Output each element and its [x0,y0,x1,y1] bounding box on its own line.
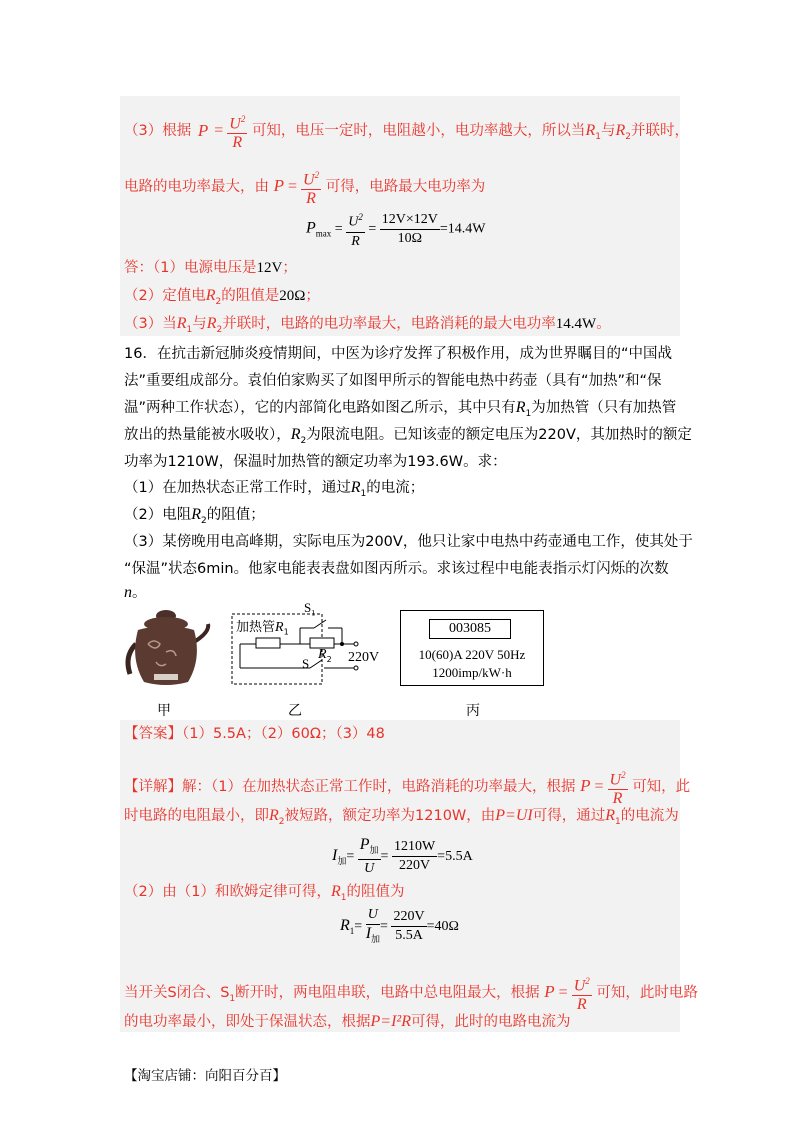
q16-sub2 [124,505,265,531]
denominator: 5.5A [395,928,423,944]
numerator: U [366,906,380,925]
symbol: R [340,917,350,935]
answer-tag: 【答案】 [124,726,182,742]
text: 断开时，两电阻串联，电路中总电阻最大，根据 [235,985,540,1002]
q16-sub3-line1: （3）某傍晚用电高峰期，实际电压为200V，他只让家中电热中药壶通电工作，使其处于 [124,534,693,550]
symbol: R [318,647,327,662]
answer-text: （1）5.5A；（2）60Ω；（3）48 [182,726,385,742]
symbol: I [332,847,338,865]
text: 当开关S闭合、S [124,985,230,1002]
text: 可知，电压一定时，电阻越小，电功率越大，所以当 [251,123,586,140]
text: 可知，此时电路 [596,985,698,1002]
text: 与 [192,316,207,332]
meter-reading-box: 003085 [429,619,511,639]
subscript: 2 [215,296,222,307]
text: 可得，此时的电路电流为 [410,1014,571,1030]
subscript: 1 [311,608,316,618]
text: 的阻值是 [221,288,280,304]
numerator: 220V [391,908,426,927]
formula: P=UI [495,807,533,824]
text: 并联时，电路的电功率最大，电路消耗的最大电功率 [222,316,556,332]
subscript: 1 [186,324,193,335]
answer3-line1: （3）根据 P = $\frac{U^2}{R}$ 可知，电压一定时，电阻越小，电功率越大，所以当$R_1$与$R_2$并联时， [124,110,689,152]
denominator: I [365,925,372,942]
text: 的电流； [366,480,425,496]
text: 为加热管（只有加热管 [531,400,677,416]
text: （3）当 [124,316,177,332]
denominator: 10Ω [397,230,422,246]
formula: P=I²R [370,1013,411,1030]
subscript: 1 [340,892,347,903]
subscript: 2 [326,654,332,664]
circuit-r2-label [318,646,332,664]
text: 温”两种工作状态），它的内部简化电路如图乙所示，其中只有 [124,400,516,416]
denominator: U [364,860,375,876]
symbol: R [176,315,187,332]
summary-line1 [124,258,297,278]
subscript: 加 [337,855,347,866]
detail-line5 [124,1012,570,1032]
numerator: 12V×12V [380,211,440,230]
q16-line1: 16．在抗击新冠肺炎疫情期间，中医为诊疗发挥了积极作用，成为世界瞩目的“中国战 [124,346,672,362]
text: （3）根据 [124,123,192,140]
text: 电路的电功率最大，由 [124,179,269,196]
subscript: 1 [283,627,289,637]
subscript: 2 [216,324,223,335]
fraction-u2-over-r: $\frac{U^2}{R}$ [301,166,321,208]
summary-line3 [124,314,611,340]
denominator: 220V [399,858,431,874]
q16-sub3-line3 [124,583,147,603]
numerator: P [359,836,370,853]
caption-yi: 乙 [288,703,302,719]
circuit-label [236,616,289,637]
value: 12V [256,260,283,276]
subscript: 1 [229,994,236,1005]
q16-sub3-line2: “保温”状态6min。他家电能表表盘如图丙所示。求该过程中电能表指示灯闪烁的次数 [124,561,669,577]
text: 可知，此 [632,779,691,796]
subscript: 1 [525,408,532,419]
symbol: R [615,122,626,140]
superscript: 2 [358,212,363,222]
subscript: 1 [360,488,367,499]
symbol: R [206,315,217,332]
detail-line1: 【详解】解：（1）在加热状态正常工作时，电路消耗的功率最大，根据 P = $\frac{U^2}{R}$ 可知，此 [124,766,690,808]
detail-line2 [124,806,679,832]
symbol: R [191,506,202,523]
subscript: 1 [615,816,621,827]
q16-line2: 法”重要组成部分。袁伯伯家购买了如图甲所示的智能电热中药壶（具有“加热”和“保 [124,373,662,389]
text: （1）在加热状态正常工作时，通过 [124,480,351,496]
text: 解：（1）在加热状态正常工作时，电路消耗的功率最大，根据 [182,779,576,796]
text: 。 [596,316,611,332]
caption-bing: 丙 [466,703,480,719]
result: =14.4W [439,221,486,237]
symbol: R [269,807,279,824]
fraction-u2-over-r: $\frac{U^2}{R}$ [572,972,592,1014]
subscript: 加 [369,844,379,855]
text: 被短路，额定功率为1210W，由 [284,808,496,824]
subscript: 1 [349,925,355,936]
text: 的电功率最小，即处于保温状态，根据 [124,1014,371,1030]
numerator: U [348,214,359,230]
symbol: R [330,883,341,900]
resistance-formula: $R_1=$ $\frac{U}{I_加}$ = $\frac{220V}{5.5A}$ =40Ω [340,907,459,944]
text: 并联时， [630,123,689,140]
fraction-u2-over-r: $\frac{U^2}{R}$ [227,110,247,152]
text: 的阻值为 [346,884,405,900]
value: 14.4W [555,316,597,332]
symbol: n [124,584,132,601]
footer-shop: 【淘宝店铺：向阳百分百】 [124,1068,286,1084]
text: ； [305,288,320,304]
text: 时电路的电阻最小，即 [124,808,269,824]
subscript: 加 [371,933,381,944]
subscript: 2 [625,132,631,143]
subscript: 2 [278,816,285,827]
q16-line4 [124,425,692,451]
denominator: R [351,233,360,249]
subscript: 1 [595,132,601,143]
text: 可得，通过 [532,808,606,824]
symbol: R [350,479,361,496]
detail-tag: 【详解】 [124,779,182,796]
result: =40Ω [426,919,459,935]
text: （2）定值电 [124,288,206,304]
subscript: 2 [201,515,207,526]
value: 20Ω [279,288,306,304]
meter-imp: 1200imp/kW·h [432,665,512,680]
q16-line5: 功率为1210W，保温时加热管的额定功率为193.6W。求： [124,454,507,470]
energy-meter [400,610,544,686]
text: ； [282,260,297,276]
text: （2）电阻 [124,507,192,523]
text: 。 [132,585,147,601]
detail-line3 [124,882,404,908]
meter-spec: 10(60)A 220V 50Hz [418,647,526,662]
symbol: R [515,399,526,416]
symbol: R [605,807,615,824]
text: 的阻值； [206,507,265,523]
caption-jia: 甲 [157,703,171,719]
answer3-line2: 电路的电功率最大，由 P = $\frac{U^2}{R}$ 可得，电路最大电功率为 [124,166,485,208]
answer-line [124,724,385,744]
fraction-u2-over-r: $\frac{U^2}{R}$ [608,766,628,808]
result: =5.5A [437,849,473,865]
summary-line2 [124,286,320,312]
subscript: max [315,228,332,239]
text: 与 [600,123,616,140]
circuit-s-label: S [302,656,310,671]
symbol: S [304,600,312,615]
q16-sub1 [124,478,424,504]
text: 可得，电路最大电功率为 [325,179,486,196]
circuit-s1-label [304,600,315,618]
symbol: R [585,122,596,140]
kettle-image [122,604,212,690]
detail-line4: 当开关S闭合、$S_1$断开时，两电阻串联，电路中总电阻最大，根据 P = $\frac{U^2}{R}$ 可知，此时电路 [124,972,698,1014]
numerator: 1210W [392,838,437,857]
text: （2）由（1）和欧姆定律可得， [124,884,331,900]
text: 答：（1）电源电压是 [124,260,257,276]
symbol: R [275,620,284,635]
symbol: R [290,426,301,443]
symbol: R [205,287,216,304]
text: 为限流电阻。已知该壶的额定电压为220V，其加热时的额定 [306,427,692,443]
current-formula: $I_加=$ $\frac{P_加}{U}$ = $\frac{1210W}{220V}$ =5.5A [332,836,473,876]
subscript: 2 [300,435,307,446]
text: 的电流为 [620,808,679,824]
symbol: P [306,219,316,237]
pmax-formula: $P_{max}$ = $\frac{U^2}{R}$ = $\frac{12V\times 12V}{10\Omega}$ =14.4W [306,208,485,251]
formula-p-u2-r: P [197,120,209,140]
text: 放出的热量能被水吸收）， [124,427,291,443]
text: 加热管 [236,620,276,635]
circuit-voltage-label: 220V [348,650,380,665]
q16-line3 [124,398,676,424]
